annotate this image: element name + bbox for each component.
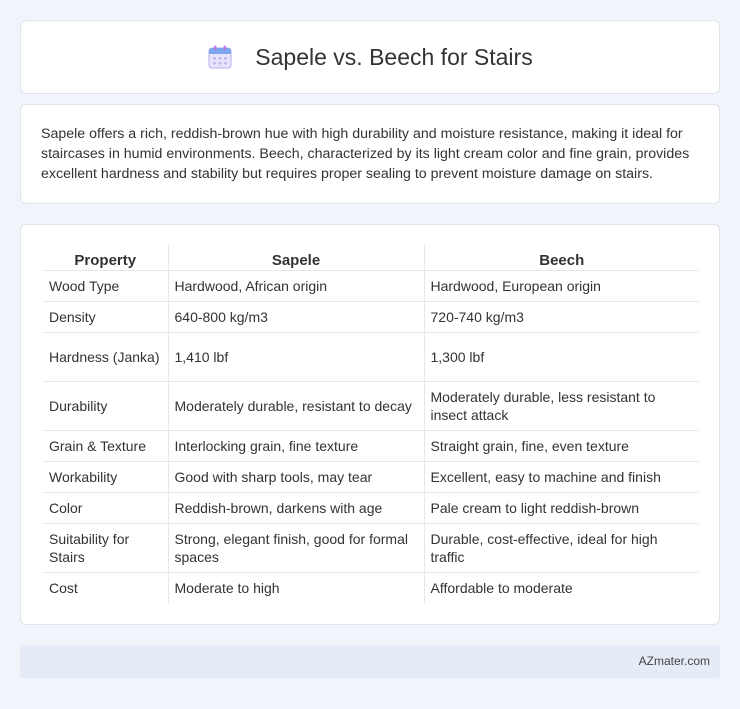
- row-sapele: Reddish-brown, darkens with age: [168, 492, 424, 523]
- comparison-card: [20, 224, 720, 625]
- row-property: Hardness (Janka): [43, 332, 168, 381]
- row-beech: Durable, cost-effective, ideal for high traffic: [424, 523, 699, 572]
- row-property: Cost: [49, 579, 78, 596]
- table-row: [43, 492, 699, 523]
- title-card: [20, 20, 720, 94]
- row-property: Workability: [43, 461, 168, 492]
- row-beech: Moderately durable, less resistant to insect attack: [424, 381, 699, 430]
- table-row: [43, 430, 699, 461]
- row-sapele: Interlocking grain, fine texture: [168, 430, 424, 461]
- page-title: Sapele vs. Beech for Stairs: [255, 43, 533, 70]
- table-header-row: [43, 245, 699, 270]
- row-property: Grain & Texture: [43, 430, 168, 461]
- table-row: [43, 523, 699, 572]
- table-row: [43, 572, 699, 603]
- header-beech: Beech: [424, 245, 699, 270]
- row-sapele: Moderately durable, resistant to decay: [168, 381, 424, 430]
- comparison-table: [43, 245, 699, 603]
- row-sapele: Hardwood, African origin: [168, 270, 424, 301]
- footer-bar: [20, 645, 720, 678]
- row-property: Durability: [43, 381, 168, 430]
- row-property: Suitability for Stairs: [43, 523, 168, 572]
- row-beech: 1,300 lbf: [424, 332, 699, 381]
- row-property: Wood Type: [43, 270, 168, 301]
- header-sapele: Sapele: [168, 245, 424, 270]
- row-sapele: Moderate to high: [168, 572, 424, 603]
- table-row: [43, 381, 699, 430]
- table-row: [43, 461, 699, 492]
- row-sapele: Good with sharp tools, may tear: [168, 461, 424, 492]
- intro-card: [20, 104, 720, 204]
- footer-site: AZmater.com: [638, 654, 710, 668]
- row-beech: 720-740 kg/m3: [424, 301, 699, 332]
- row-sapele: 1,410 lbf: [168, 332, 424, 381]
- row-property: Color: [43, 492, 168, 523]
- row-property: Density: [43, 301, 168, 332]
- table-row: [43, 301, 699, 332]
- row-beech: Excellent, easy to machine and finish: [424, 461, 699, 492]
- calendar-icon: [207, 44, 233, 70]
- row-beech: Affordable to moderate: [424, 572, 699, 603]
- intro-text: Sapele offers a rich, reddish-brown hue with high durability and moisture resistance, making it ideal for staircases in humid environments. Beech, characterized by its light cream color and fine grain, provides excellent hardness and stability but requires proper sealing to prevent moisture damage on stairs.: [41, 126, 690, 182]
- row-beech: Hardwood, European origin: [424, 270, 699, 301]
- table-row: [43, 270, 699, 301]
- row-beech: Pale cream to light reddish-brown: [424, 492, 699, 523]
- header-property: Property: [43, 245, 168, 270]
- row-sapele: 640-800 kg/m3: [168, 301, 424, 332]
- row-beech: Straight grain, fine, even texture: [424, 430, 699, 461]
- row-sapele: Strong, elegant finish, good for formal spaces: [168, 523, 424, 572]
- table-row: [43, 332, 699, 381]
